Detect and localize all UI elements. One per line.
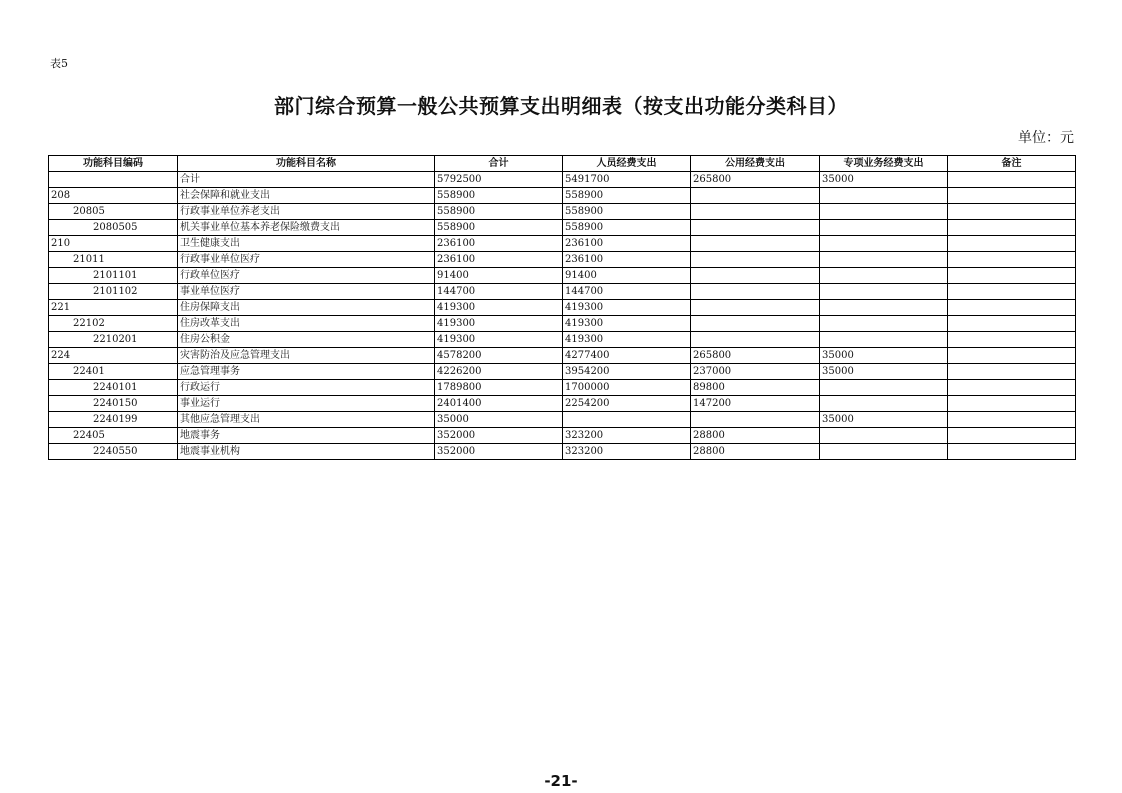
- cell-total: 352000: [435, 444, 563, 460]
- cell-total: 4226200: [435, 364, 563, 380]
- cell-note: [948, 412, 1076, 428]
- cell-total: 35000: [435, 412, 563, 428]
- cell-name: 灾害防治及应急管理支出: [178, 348, 435, 364]
- cell-public: 28800: [691, 428, 820, 444]
- cell-name: 行政事业单位养老支出: [178, 204, 435, 220]
- cell-code: 2240550: [49, 444, 178, 460]
- cell-personnel: 236100: [563, 252, 691, 268]
- cell-personnel: 236100: [563, 236, 691, 252]
- table-row: [49, 220, 1076, 236]
- cell-note: [948, 284, 1076, 300]
- cell-note: [948, 332, 1076, 348]
- column-header-public: 公用经费支出: [691, 156, 820, 172]
- cell-total: 236100: [435, 236, 563, 252]
- cell-name: 事业运行: [178, 396, 435, 412]
- cell-public: [691, 332, 820, 348]
- cell-special: [820, 380, 948, 396]
- column-header-code: 功能科目编码: [49, 156, 178, 172]
- cell-total: 236100: [435, 252, 563, 268]
- cell-code: 22401: [49, 364, 178, 380]
- cell-name: 地震事业机构: [178, 444, 435, 460]
- cell-personnel: 323200: [563, 428, 691, 444]
- cell-personnel: 2254200: [563, 396, 691, 412]
- cell-name: 合计: [178, 172, 435, 188]
- cell-note: [948, 300, 1076, 316]
- cell-name: 地震事务: [178, 428, 435, 444]
- table-row: [49, 428, 1076, 444]
- cell-name: 住房保障支出: [178, 300, 435, 316]
- cell-personnel: 144700: [563, 284, 691, 300]
- cell-code: [49, 172, 178, 188]
- cell-special: [820, 396, 948, 412]
- cell-note: [948, 380, 1076, 396]
- cell-name: 卫生健康支出: [178, 236, 435, 252]
- table-row: [49, 252, 1076, 268]
- cell-code: 20805: [49, 204, 178, 220]
- table-row: [49, 444, 1076, 460]
- table-row: [49, 412, 1076, 428]
- cell-public: 265800: [691, 348, 820, 364]
- cell-special: [820, 284, 948, 300]
- unit-label: 单位：元: [1018, 130, 1074, 146]
- table-row: [49, 348, 1076, 364]
- cell-name: 其他应急管理支出: [178, 412, 435, 428]
- cell-special: [820, 332, 948, 348]
- table-row: [49, 172, 1076, 188]
- cell-special: [820, 188, 948, 204]
- table-row: [49, 364, 1076, 380]
- cell-public: [691, 220, 820, 236]
- cell-public: [691, 316, 820, 332]
- table-row: [49, 284, 1076, 300]
- cell-note: [948, 348, 1076, 364]
- column-header-personnel: 人员经费支出: [563, 156, 691, 172]
- cell-public: 28800: [691, 444, 820, 460]
- cell-code: 224: [49, 348, 178, 364]
- cell-note: [948, 444, 1076, 460]
- cell-public: [691, 412, 820, 428]
- column-header-total: 合计: [435, 156, 563, 172]
- cell-personnel: 419300: [563, 316, 691, 332]
- cell-name: 机关事业单位基本养老保险缴费支出: [178, 220, 435, 236]
- cell-public: 237000: [691, 364, 820, 380]
- cell-public: [691, 236, 820, 252]
- table-row: [49, 204, 1076, 220]
- cell-total: 419300: [435, 300, 563, 316]
- column-header-special: 专项业务经费支出: [820, 156, 948, 172]
- cell-name: 行政事业单位医疗: [178, 252, 435, 268]
- cell-total: 419300: [435, 332, 563, 348]
- cell-code: 210: [49, 236, 178, 252]
- cell-personnel: 91400: [563, 268, 691, 284]
- table-row: [49, 236, 1076, 252]
- cell-total: 352000: [435, 428, 563, 444]
- cell-code: 21011: [49, 252, 178, 268]
- cell-note: [948, 316, 1076, 332]
- cell-special: [820, 300, 948, 316]
- cell-public: 147200: [691, 396, 820, 412]
- cell-public: 265800: [691, 172, 820, 188]
- cell-special: [820, 268, 948, 284]
- cell-public: [691, 252, 820, 268]
- table-row: [49, 268, 1076, 284]
- cell-note: [948, 268, 1076, 284]
- cell-note: [948, 220, 1076, 236]
- cell-special: 35000: [820, 172, 948, 188]
- cell-total: 5792500: [435, 172, 563, 188]
- cell-code: 22102: [49, 316, 178, 332]
- cell-personnel: 558900: [563, 220, 691, 236]
- cell-name: 应急管理事务: [178, 364, 435, 380]
- cell-note: [948, 252, 1076, 268]
- cell-name: 住房公积金: [178, 332, 435, 348]
- cell-code: 2210201: [49, 332, 178, 348]
- cell-code: 2080505: [49, 220, 178, 236]
- table-row: [49, 332, 1076, 348]
- cell-personnel: 419300: [563, 332, 691, 348]
- cell-name: 住房改革支出: [178, 316, 435, 332]
- cell-total: 558900: [435, 188, 563, 204]
- cell-note: [948, 188, 1076, 204]
- cell-code: 22405: [49, 428, 178, 444]
- cell-total: 91400: [435, 268, 563, 284]
- cell-code: 2101101: [49, 268, 178, 284]
- cell-public: [691, 188, 820, 204]
- cell-personnel: 323200: [563, 444, 691, 460]
- cell-personnel: 558900: [563, 188, 691, 204]
- cell-note: [948, 428, 1076, 444]
- column-header-note: 备注: [948, 156, 1076, 172]
- cell-special: [820, 316, 948, 332]
- cell-name: 行政运行: [178, 380, 435, 396]
- cell-code: 2240101: [49, 380, 178, 396]
- page-title: 部门综合预算一般公共预算支出明细表（按支出功能分类科目）: [274, 94, 848, 118]
- cell-total: 4578200: [435, 348, 563, 364]
- table-row: [49, 300, 1076, 316]
- cell-public: [691, 268, 820, 284]
- cell-special: 35000: [820, 364, 948, 380]
- cell-personnel: [563, 412, 691, 428]
- cell-note: [948, 204, 1076, 220]
- cell-total: 144700: [435, 284, 563, 300]
- cell-personnel: 5491700: [563, 172, 691, 188]
- cell-name: 行政单位医疗: [178, 268, 435, 284]
- cell-special: [820, 444, 948, 460]
- cell-special: [820, 204, 948, 220]
- cell-personnel: 558900: [563, 204, 691, 220]
- cell-total: 2401400: [435, 396, 563, 412]
- cell-code: 2240199: [49, 412, 178, 428]
- cell-special: 35000: [820, 348, 948, 364]
- cell-total: 558900: [435, 220, 563, 236]
- cell-public: [691, 284, 820, 300]
- cell-public: [691, 300, 820, 316]
- cell-code: 2240150: [49, 396, 178, 412]
- page-number: -21-: [544, 772, 578, 790]
- cell-special: [820, 252, 948, 268]
- cell-code: 208: [49, 188, 178, 204]
- cell-note: [948, 172, 1076, 188]
- table-header-row: [49, 156, 1076, 172]
- budget-table: [48, 155, 1076, 460]
- table-body: [49, 172, 1076, 460]
- cell-special: 35000: [820, 412, 948, 428]
- cell-personnel: 4277400: [563, 348, 691, 364]
- table-number: 表5: [50, 57, 68, 70]
- cell-name: 事业单位医疗: [178, 284, 435, 300]
- cell-special: [820, 428, 948, 444]
- cell-note: [948, 364, 1076, 380]
- cell-special: [820, 220, 948, 236]
- cell-personnel: 419300: [563, 300, 691, 316]
- cell-code: 221: [49, 300, 178, 316]
- cell-total: 419300: [435, 316, 563, 332]
- column-header-name: 功能科目名称: [178, 156, 435, 172]
- cell-special: [820, 236, 948, 252]
- table-row: [49, 316, 1076, 332]
- cell-total: 558900: [435, 204, 563, 220]
- cell-personnel: 3954200: [563, 364, 691, 380]
- cell-personnel: 1700000: [563, 380, 691, 396]
- table-row: [49, 380, 1076, 396]
- table-row: [49, 396, 1076, 412]
- cell-note: [948, 236, 1076, 252]
- cell-public: 89800: [691, 380, 820, 396]
- table-row: [49, 188, 1076, 204]
- cell-public: [691, 204, 820, 220]
- cell-name: 社会保障和就业支出: [178, 188, 435, 204]
- cell-note: [948, 396, 1076, 412]
- cell-code: 2101102: [49, 284, 178, 300]
- cell-total: 1789800: [435, 380, 563, 396]
